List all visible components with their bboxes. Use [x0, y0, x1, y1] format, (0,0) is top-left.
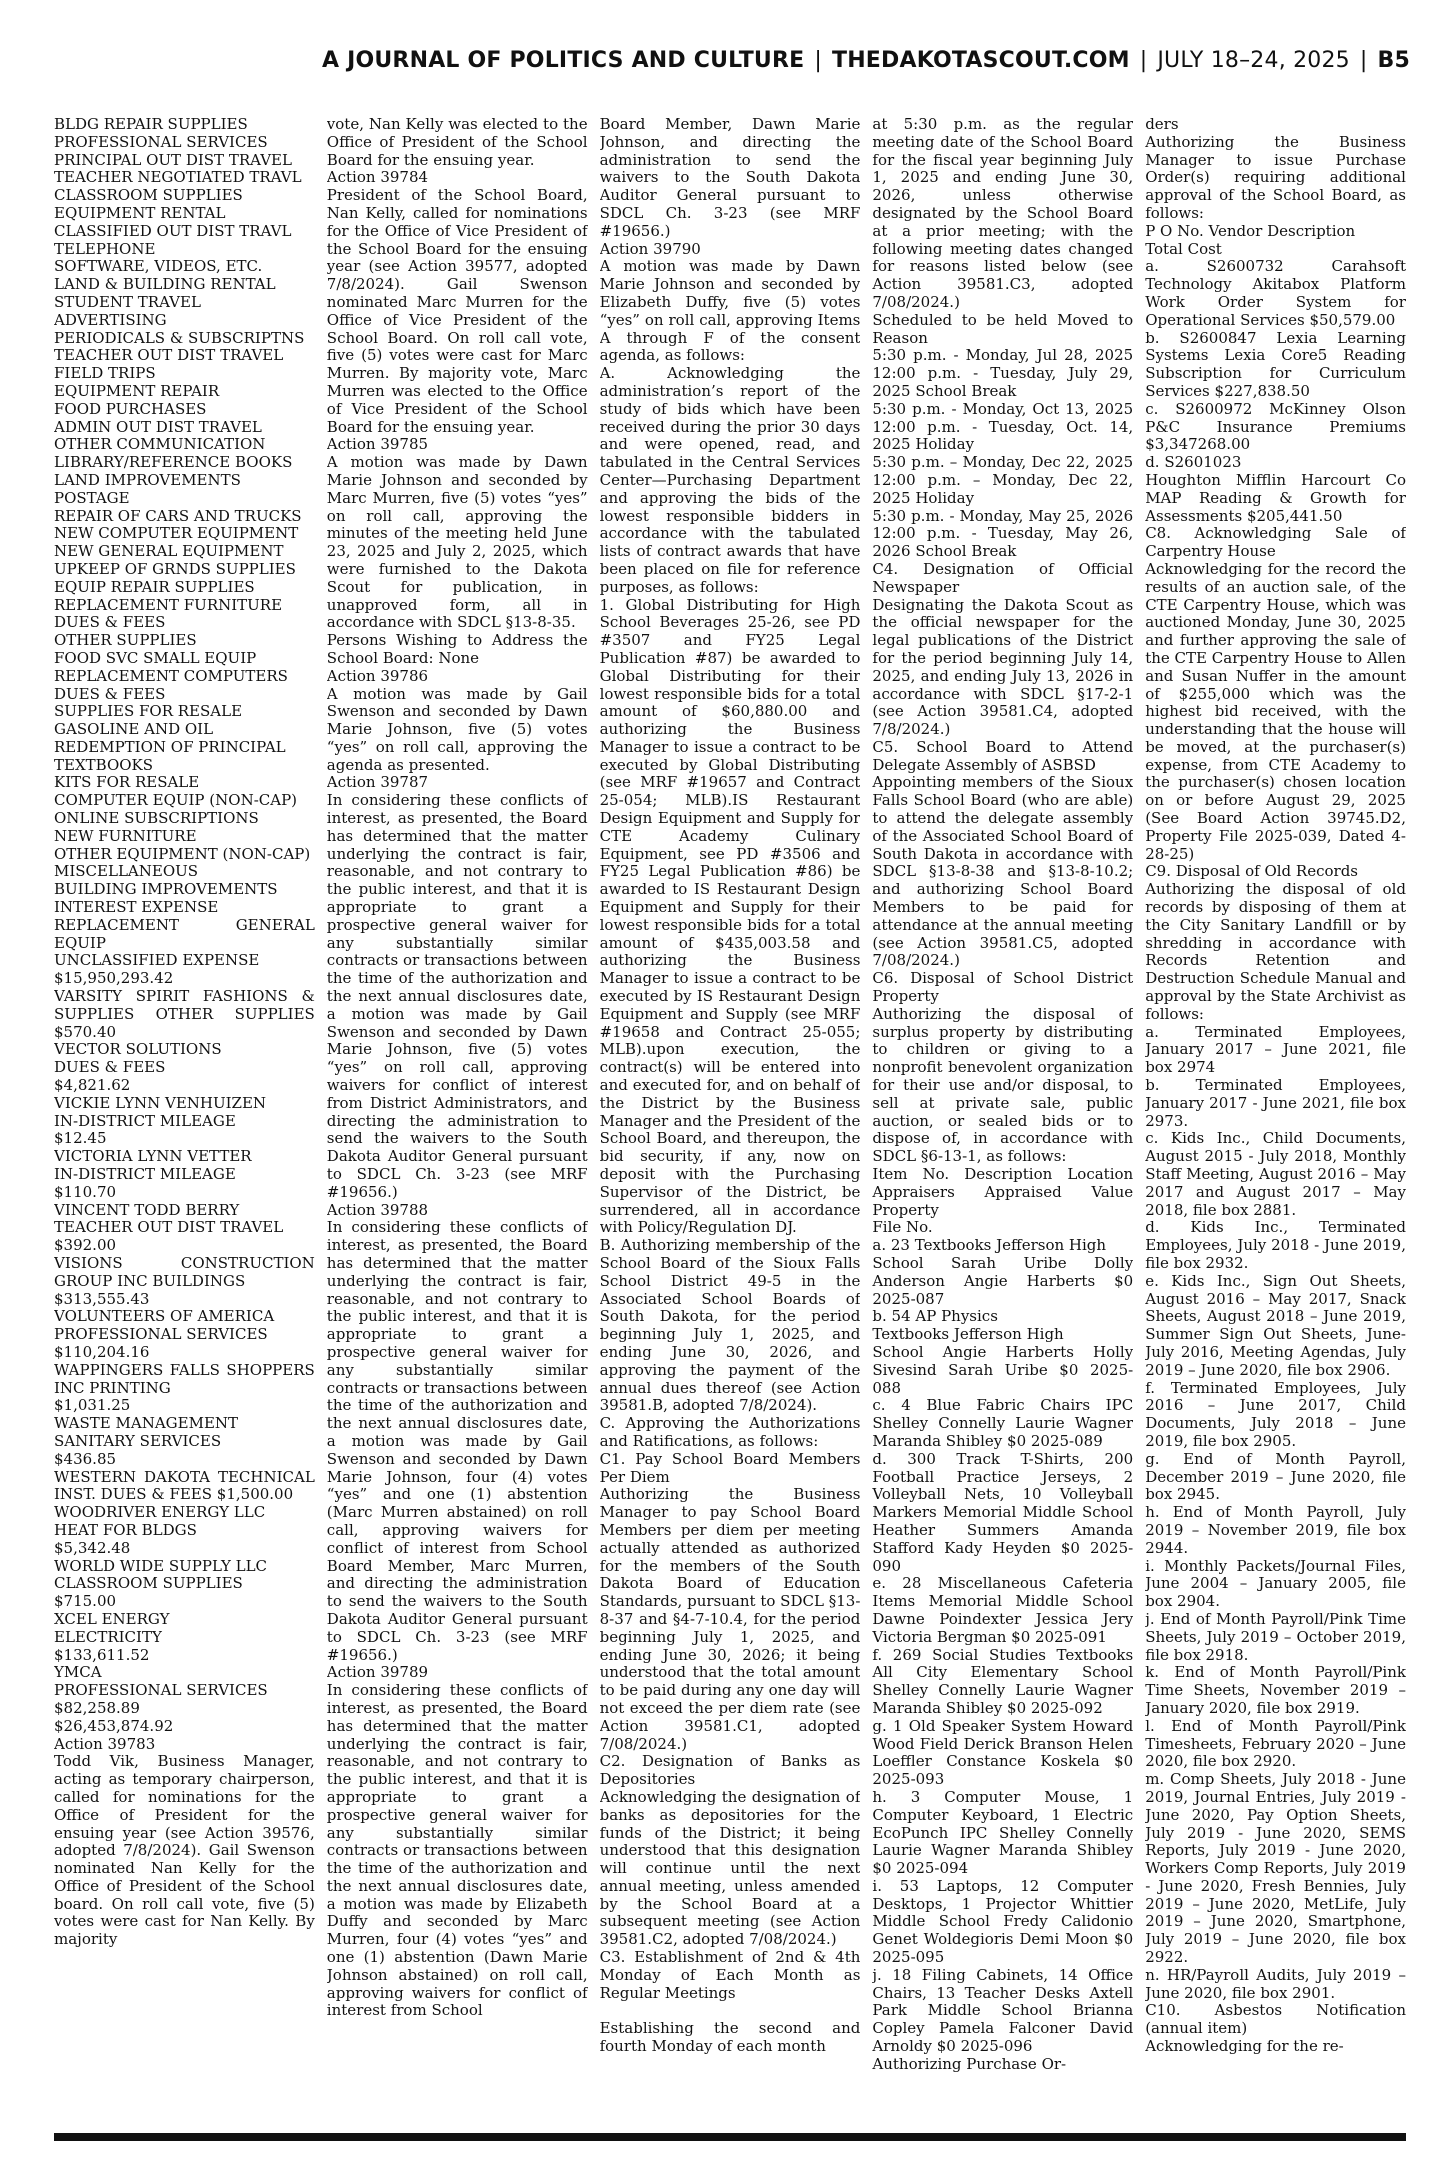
notice-paragraph: Board Member, Dawn Marie Johnson, and directing the administration to send the waivers to the South Dakota Auditor General pursuant to SDCL Ch. 3-23 (see MRF #19656.) [599, 116, 861, 240]
notice-paragraph: Acknowledging for the re- [1145, 2037, 1344, 2056]
notice-paragraph: GASOLINE AND OIL [54, 720, 214, 739]
notice-paragraph: a. Terminated Employees, January 2017 – June 2021, file box 2974 [1145, 1022, 1406, 1077]
notice-paragraph: $715.00 [54, 1592, 117, 1611]
notice-paragraph: YMCA [54, 1663, 102, 1682]
notice-paragraph: h. 3 Computer Mouse, 1 Computer Keyboard, 1 Electric EcoPunch IPC Shelley Connelly Laurie Wagner Maranda Shibley $0 2025-094 [872, 1787, 1134, 1878]
notice-paragraph: 1. Global Distributing for High School Beverages 25-26, see PD #3507 and FY25 Legal Publication #87) be awarded to Global Distributing for their lowest responsible bids for a total amount of $60,880.00 and authorizing the Business Manager to issue a contract to be executed by Global Distributing (see MRF #19657 and Contract 25-054; MLB).IS Restaurant Design Equipment and Supply for CTE Academy Culinary Equipment, see PD #3506 and FY25 Legal Publication #86) be awarded to IS Restaurant Design Equipment and Supply for their lowest responsible bids for a total amount of $435,003.58 and authorizing the Business Manager to issue a contract to be executed by IS Restaurant Design Equipment and Supply (see MRF #19658 and Contract 25-055; MLB).upon execution, the contract(s) will be entered into and executed for, and on behalf of the District by the Business Manager and the President of the School Board, and thereupon, the bid security, if any, now on deposit with the Purchasing Supervisor of the District, be surrendered, all in accordance with Policy/Regulation DJ. [599, 595, 861, 1237]
notice-paragraph: OTHER SUPPLIES [54, 631, 197, 650]
notice-paragraph: LIBRARY/REFERENCE BOOKS [54, 453, 293, 472]
notice-paragraph: f. Terminated Employees, July 2016 – June 2017, Child Documents, July 2018 – June 2019, file box 2905. [1145, 1378, 1406, 1450]
notice-paragraph: NEW FURNITURE [54, 826, 197, 845]
notice-paragraph: b. S2600847 Lexia Learning Systems Lexia Core5 Reading Subscription for Curriculum Services $227,838.50 [1145, 328, 1406, 400]
notice-paragraph: ELECTRICITY [54, 1627, 162, 1646]
notice-paragraph: c. 4 Blue Fabric Chairs IPC Shelley Connelly Laurie Wagner Maranda Shibley $0 2025-089 [872, 1396, 1134, 1450]
notice-paragraph: a. S2600732 Carahsoft Technology Akitabox Platform Work Order System for Operational Services $50,579.00 [1145, 257, 1406, 329]
notice-paragraph: WESTERN DAKOTA TECHNICAL INST. DUES & FEES $1,500.00 [54, 1467, 315, 1504]
notice-paragraph: A motion was made by Dawn Marie Johnson and seconded by Marc Murren, five (5) votes “yes” on roll call, approving the minutes of the meeting held June 23, 2025 and July 2, 2025, which were furnished to the Dakota Scout for publication, in unapproved form, all in accordance with SDCL §13-8-35. [326, 453, 588, 632]
notice-paragraph: VARSITY SPIRIT FASHIONS & SUPPLIES OTHER SUPPLIES $570.40 [54, 987, 315, 1041]
notice-paragraph: Authorizing the Business Manager to pay School Board Members per diem per meeting actually attended as authorized for the members of the South Dakota Board of Education Standards, pursuant to SDCL §13-8-37 and §4-7-10.4, for the period beginning July 1, 2025, and ending June 30, 2026; it being understood that the total amount to be paid during any one day will not exceed the per diem rate (see Action 39581.C1, adopted 7/08/2024.) [599, 1485, 861, 1753]
notice-paragraph: WOODRIVER ENERGY LLC [54, 1503, 266, 1522]
notice-paragraph: Establishing the second and fourth Monday of each month [599, 2019, 861, 2056]
notice-paragraph: HEAT FOR BLDGS [54, 1520, 197, 1539]
notice-paragraph: PERIODICALS & SUBSCRIPTNS [54, 328, 305, 347]
notice-paragraph: $15,950,293.42 [54, 969, 174, 988]
notice-paragraph: POSTAGE [54, 488, 130, 507]
notice-paragraph: STUDENT TRAVEL [54, 292, 201, 311]
notice-paragraph: BLDG REPAIR SUPPLIES [54, 116, 248, 133]
notice-paragraph: Scheduled to be held Moved to Reason [872, 310, 1134, 347]
notice-paragraph: REPAIR OF CARS AND TRUCKS [54, 506, 302, 525]
notice-paragraph: C5. School Board to Attend Delegate Assembly of ASBSD [872, 737, 1134, 774]
notice-paragraph: TELEPHONE [54, 239, 156, 258]
notice-paragraph: C10. Asbestos Notification (annual item) [1145, 2001, 1406, 2038]
notice-paragraph: FOOD PURCHASES [54, 399, 207, 418]
notice-paragraph: NEW GENERAL EQUIPMENT [54, 542, 284, 561]
notice-paragraph: h. End of Month Payroll, July 2019 – November 2019, file box 2944. [1145, 1503, 1406, 1557]
notice-paragraph: C8. Acknowledging Sale of Carpentry House [1145, 524, 1406, 561]
notice-paragraph: XCEL ENERGY [54, 1609, 170, 1628]
column-2 [327, 116, 588, 2126]
notice-paragraph: In considering these conflicts of interest, as presented, the Board has determined that the matter underlying the contract is fair, reasonable, and not contrary to the public interest, and that it is appropriate to grant a prospective general waiver for any substantially similar contracts or transactions between the time of the authorization and the next annual disclosures date, a motion was made by Elizabeth Duffy and seconded by Marc Murren, four (4) votes “yes” and one (1) abstention (Dawn Marie Johnson abstained) on roll call, approving waivers for conflict of interest from School [326, 1681, 588, 2020]
notice-paragraph: IN-DISTRICT MILEAGE [54, 1165, 236, 1184]
notice-paragraph: IN-DISTRICT MILEAGE [54, 1111, 236, 1130]
notice-paragraph: Acknowledging the designation of banks as depositories for the funds of the District; it being understood that this designation will continue until the next annual meeting, unless amended by the School Board at a subsequent meeting (see Action 39581.C2, adopted 7/08/2024.) [599, 1787, 861, 1949]
notice-paragraph: INTEREST EXPENSE [54, 898, 219, 917]
notice-paragraph: l. End of Month Payroll/Pink Timesheets, February 2020 – June 2020, file box 2920. [1145, 1716, 1406, 1771]
notice-paragraph: C3. Establishment of 2nd & 4th Monday of Each Month as Regular Meetings [599, 1948, 861, 2002]
notice-paragraph: d. S2601023 [1145, 453, 1242, 472]
notice-paragraph: P O No. Vendor Description [1145, 221, 1356, 240]
notice-paragraph: $4,821.62 [54, 1076, 131, 1095]
notice-paragraph: WORLD WIDE SUPPLY LLC [54, 1556, 268, 1575]
notice-paragraph: f. 269 Social Studies Textbooks All City Elementary School Shelley Connelly Laurie Wagner Maranda Shibley $0 2025-092 [872, 1645, 1134, 1717]
notice-paragraph: PRINCIPAL OUT DIST TRAVEL [54, 150, 292, 169]
notice-paragraph: DUES & FEES [54, 613, 166, 632]
notice-paragraph: C9. Disposal of Old Records [1145, 862, 1358, 881]
notice-paragraph: C2. Designation of Banks as Depositories [599, 1752, 861, 1789]
notice-paragraph: C6. Disposal of School District Property [872, 969, 1134, 1006]
notice-paragraph: $1,031.25 [54, 1396, 131, 1415]
notice-paragraph: $26,453,874.92 [54, 1716, 174, 1735]
notice-paragraph: d. Kids Inc., Terminated Employees, July 2018 - June 2019, file box 2932. [1145, 1218, 1406, 1272]
notice-paragraph: REPLACEMENT FURNITURE [54, 595, 283, 614]
notice-paragraph: 5:30 p.m. - Monday, Oct 13, 2025 12:00 p.m. - Tuesday, Oct. 14, 2025 Holiday [872, 399, 1134, 454]
notice-paragraph: 5:30 p.m. - Monday, Jul 28, 2025 12:00 p.m. - Tuesday, July 29, 2025 School Break [872, 346, 1134, 400]
notice-paragraph: $82,258.89 [54, 1698, 140, 1717]
notice-paragraph: VICTORIA LYNN VETTER [54, 1147, 252, 1166]
notice-paragraph: e. Kids Inc., Sign Out Sheets, August 2016 – May 2017, Snack Sheets, August 2018 – June 2019, Summer Sign Out Sheets, June-July 2016, Meeting Agendas, July 2019 – June 2020, file box 2906. [1145, 1271, 1406, 1379]
notice-paragraph: PROFESSIONAL SERVICES [54, 1681, 268, 1700]
notice-paragraph: CLASSIFIED OUT DIST TRAVL [54, 221, 292, 240]
notice-paragraph: VINCENT TODD BERRY [54, 1200, 240, 1219]
notice-paragraph: Action 39790 [599, 239, 701, 258]
site-url: THEDAKOTASCOUT.COM [831, 47, 1130, 73]
notice-paragraph: 5:30 p.m. - Monday, May 25, 2026 12:00 p.m. - Tuesday, May 26, 2026 School Break [872, 506, 1134, 561]
column-4 [872, 116, 1133, 2126]
notice-paragraph: LAND IMPROVEMENTS [54, 470, 241, 489]
notice-paragraph: EQUIPMENT REPAIR [54, 381, 220, 400]
page-number: B5 [1377, 47, 1410, 73]
notice-paragraph: REPLACEMENT COMPUTERS [54, 666, 288, 685]
notice-paragraph: KITS FOR RESALE [54, 773, 200, 792]
notice-paragraph: $5,342.48 [54, 1538, 131, 1557]
notice-paragraph: g. End of Month Payroll, December 2019 – June 2020, file box 2945. [1145, 1449, 1406, 1504]
notice-paragraph: OTHER COMMUNICATION [54, 435, 266, 454]
notice-paragraph: e. 28 Miscellaneous Cafeteria Items Memorial Middle School Dawne Poindexter Jessica Jery Victoria Bergman $0 2025-091 [872, 1574, 1134, 1646]
notice-paragraph: Total Cost [1145, 239, 1222, 258]
notice-paragraph: Action 39789 [326, 1663, 429, 1682]
notice-paragraph: C1. Pay School Board Members Per Diem [599, 1449, 861, 1486]
notice-paragraph: TEACHER NEGOTIATED TRAVL [54, 168, 302, 187]
notice-paragraph: A. Acknowledging the administration’s report of the study of bids which have been received during the prior 30 days and were opened, read, and tabulated in the Central Services Center—Purchasing Department and approving the bids of the lowest responsible bidders in accordance with the tabulated lists of contract awards that have been placed on file for reference purposes, as follows: [599, 364, 861, 596]
column-1 [54, 116, 315, 2126]
notice-paragraph: $436.85 [54, 1449, 117, 1468]
notice-paragraph: Todd Vik, Business Manager, acting as temporary chairperson, called for nominations for the Office of President for the ensuing year (see Action 39576, adopted 7/8/2024). Gail Swenson nominated Nan Kelly for the Office of President of the School board. On roll call vote, five (5) votes were cast for Nan Kelly. By majority [54, 1752, 315, 1949]
notice-paragraph: WAPPINGERS FALLS SHOPPERS INC PRINTING [54, 1360, 315, 1397]
journal-tagline: A JOURNAL OF POLITICS AND CULTURE [322, 47, 805, 73]
notice-paragraph: Action 39783 [54, 1734, 156, 1753]
legal-notice-columns [54, 116, 1406, 2126]
column-5 [1145, 116, 1406, 2126]
notice-paragraph: k. End of Month Payroll/Pink Time Sheets, November 2019 – January 2020, file box 2919. [1145, 1663, 1406, 1717]
notice-paragraph: SOFTWARE, VIDEOS, ETC. [54, 257, 263, 276]
notice-paragraph: EQUIP REPAIR SUPPLIES [54, 577, 255, 596]
notice-paragraph: C4. Designation of Official Newspaper [872, 559, 1134, 596]
notice-paragraph: vote, Nan Kelly was elected to the Office of President of the School Board for the ensuing year. [326, 116, 588, 169]
notice-paragraph: TEXTBOOKS [54, 755, 154, 774]
notice-paragraph: Action 39784 [326, 168, 429, 187]
notice-paragraph: a. 23 Textbooks Jefferson High [872, 1236, 1107, 1255]
notice-paragraph: Authorizing Purchase Or- [872, 2054, 1067, 2073]
notice-paragraph: MISCELLANEOUS [54, 862, 199, 881]
notice-paragraph [600, 2002, 861, 2020]
notice-paragraph: i. Monthly Packets/Journal Files, June 2004 – January 2005, file box 2904. [1145, 1556, 1406, 1611]
notice-paragraph: d. 300 Track T-Shirts, 200 Football Practice Jerseys, 2 Volleyball Nets, 10 Volleyball Markers Memorial Middle School Heather Summers Amanda Stafford Kady Heyden $0 2025-090 [872, 1449, 1134, 1575]
notice-paragraph: REPLACEMENT GENERAL EQUIP [54, 915, 315, 952]
page-header [0, 40, 1456, 80]
notice-paragraph: $313,555.43 [54, 1289, 150, 1308]
notice-paragraph: m. Comp Sheets, July 2018 - June 2019, Journal Entries, July 2019 - June 2020, Pay Option Sheets, July 2019 - June 2020, SEMS Reports, July 2019 - June 2020, Workers Comp Reports, July 2019 - June 2020, Fresh Bennies, July 2019 – June 2020, MetLife, July 2019 – June 2020, Smartphone, July 2019 – June 2020, file box 2922. [1145, 1770, 1406, 1967]
notice-paragraph: SANITARY SERVICES [54, 1431, 222, 1450]
notice-paragraph: UNCLASSIFIED EXPENSE [54, 951, 260, 970]
notice-paragraph: In considering these conflicts of interest, as presented, the Board has determined that the matter underlying the contract is fair, reasonable, and not contrary to the public interest, and that it is appropriate to grant a prospective general waiver for any substantially similar contracts or transactions between the time of the authorization and the next annual disclosures date, a motion was made by Gail Swenson and seconded by Dawn Marie Johnson, four (4) votes “yes” and one (1) abstention (Marc Murren abstained) on roll call, approving waivers for conflict of interest from School Board Member, Marc Murren, and directing the administration to send the waivers to the South Dakota Auditor General pursuant to SDCL Ch. 3-23 (see MRF #19656.) [326, 1218, 588, 1664]
notice-paragraph: $110.70 [54, 1182, 117, 1201]
notice-paragraph: OTHER EQUIPMENT (NON-CAP) [54, 844, 311, 863]
notice-paragraph: PROFESSIONAL SERVICES [54, 1325, 268, 1344]
notice-paragraph: VOLUNTEERS OF AMERICA [54, 1307, 275, 1326]
notice-paragraph: DUES & FEES [54, 684, 166, 703]
notice-paragraph: REDEMPTION OF PRINCIPAL [54, 737, 286, 756]
notice-paragraph: Textbooks Jefferson High [872, 1325, 1064, 1344]
notice-paragraph: EQUIPMENT RENTAL [54, 203, 226, 222]
notice-paragraph: School Angie Harberts Holly Sivesind Sarah Uribe $0 2025-088 [872, 1342, 1134, 1397]
notice-paragraph: Appointing members of the Sioux Falls School Board (who are able) to attend the delegate assembly of the Associated School Board of South Dakota in accordance with SDCL §13-8-38 and §13-8-10.2; and authorizing School Board Members to be paid for attendance at the annual meeting (see Action 39581.C5, adopted 7/08/2024.) [872, 773, 1134, 970]
notice-paragraph: Persons Wishing to Address the School Board: None [326, 631, 588, 667]
notice-paragraph: i. 53 Laptops, 12 Computer Desktops, 1 Projector Whittier Middle School Fredy Calidonio Genet Woldegioris Demi Moon $0 2025-095 [872, 1876, 1134, 1967]
notice-paragraph: In considering these conflicts of interest, as presented, the Board has determined that the matter underlying the contract is fair, reasonable, and not contrary to the public interest, and that it is appropriate to grant a prospective general waiver for any substantially similar contracts or transactions between the time of the authorization and the next annual disclosures date, a motion was made by Gail Swenson and seconded by Dawn Marie Johnson, five (5) votes “yes” on roll call, approving waivers for conflict of interest from District Administrators, and directing the administration to send the waivers to the South Dakota Auditor General pursuant to SDCL Ch. 3-23 (see MRF #19656.) [326, 791, 588, 1201]
notice-paragraph: ADVERTISING [54, 310, 167, 329]
notice-paragraph: Action 39785 [326, 435, 429, 454]
notice-paragraph: B. Authorizing membership of the School Board of the Sioux Falls School District 49-5 in the Associated School Boards of South Dakota, for the period beginning July 1, 2025, and ending June 30, 2026, and approving the payment of the annual dues thereof (see Action 39581.B, adopted 7/8/2024). [599, 1236, 861, 1415]
notice-paragraph: b. Terminated Employees, January 2017 - June 2021, file box 2973. [1145, 1076, 1406, 1130]
notice-paragraph: Houghton Mifflin Harcourt Co MAP Reading & Growth for Assessments $205,441.50 [1145, 470, 1406, 525]
notice-paragraph: Acknowledging for the record the results of an auction sale, of the CTE Carpentry House, which was auctioned Monday, June 30, 2025 and further approving the sale of the CTE Carpentry House to Allen and Susan Nuffer in the amount of $255,000 which was the highest bid received, with the understanding that the house will be moved, at the purchaser(s) expense, from CTE Academy to the purchaser(s) chosen location on or before August 29, 2025 (See Board Action 39745.D2, Property File 2025-039, Dated 4-28-25) [1145, 559, 1406, 863]
notice-paragraph: 5:30 p.m. – Monday, Dec 22, 2025 12:00 p.m. – Monday, Dec 22, 2025 Holiday [872, 453, 1134, 507]
notice-paragraph: TEACHER OUT DIST TRAVEL [54, 1218, 284, 1237]
notice-paragraph: PROFESSIONAL SERVICES [54, 132, 268, 151]
notice-paragraph: A motion was made by Gail Swenson and seconded by Dawn Marie Johnson, five (5) votes “yes” on roll call, approving the agenda as presented. [326, 684, 588, 774]
notice-paragraph: VECTOR SOLUTIONS [54, 1040, 222, 1059]
notice-paragraph: LAND & BUILDING RENTAL [54, 275, 276, 294]
notice-paragraph: SUPPLIES FOR RESALE [54, 702, 243, 721]
notice-paragraph: A motion was made by Dawn Marie Johnson and seconded by Elizabeth Duffy, five (5) votes “yes” on roll call, approving Items A through F of the consent agenda, as follows: [599, 257, 861, 365]
column-3 [600, 116, 861, 2126]
notice-paragraph: Designating the Dakota Scout as the official newspaper for the legal publications of the District for the period beginning July 14, 2025, and ending July 13, 2026 in accordance with SDCL §17-2-1 (see Action 39581.C4, adopted 7/8/2024.) [872, 595, 1134, 739]
notice-paragraph: CLASSROOM SUPPLIES [54, 186, 243, 205]
notice-paragraph: File No. [872, 1218, 933, 1237]
notice-paragraph: FIELD TRIPS [54, 364, 156, 383]
issue-dates: JULY 18–24, 2025 [1157, 47, 1350, 73]
notice-paragraph: $133,611.52 [54, 1645, 150, 1664]
notice-paragraph: ONLINE SUBSCRIPTIONS [54, 809, 259, 828]
notice-paragraph: VICKIE LYNN VENHUIZEN [54, 1093, 267, 1112]
notice-paragraph: b. 54 AP Physics [872, 1307, 998, 1326]
notice-paragraph: g. 1 Old Speaker System Howard Wood Field Derick Branson Helen Loeffler Constance Koskela $0 2025-093 [872, 1716, 1134, 1789]
notice-paragraph: j. 18 Filing Cabinets, 14 Office Chairs, 13 Teacher Desks Axtell Park Middle School Brianna Copley Pamela Falconer David Arnoldy $0 2025-096 [872, 1965, 1134, 2056]
notice-paragraph: Item No. Description Location Appraisers Appraised Value Property [872, 1165, 1134, 1219]
notice-paragraph: c. S2600972 McKinney Olson P&C Insurance Premiums $3,347268.00 [1145, 399, 1406, 454]
notice-paragraph: School Sarah Uribe Dolly Anderson Angie Harberts $0 2025-087 [872, 1254, 1134, 1308]
notice-paragraph: UPKEEP OF GRNDS SUPPLIES [54, 559, 296, 578]
notice-paragraph: WASTE MANAGEMENT [54, 1414, 239, 1433]
notice-paragraph: President of the School Board, Nan Kelly, called for nominations for the Office of Vice President of the School Board for the ensuing year (see Action 39577, adopted 7/8/2024). Gail Swenson nominated Marc Murren for the Office of Vice President of the School Board. On roll call vote, five (5) votes were cast for Marc Murren. By majority vote, Marc Murren was elected to the Office of Vice President of the School Board for the ensuing year. [326, 186, 588, 436]
notice-paragraph: Action 39788 [326, 1200, 429, 1219]
header-separator: | [814, 47, 822, 73]
notice-paragraph: BUILDING IMPROVEMENTS [54, 880, 278, 899]
notice-paragraph: $110,204.16 [54, 1342, 150, 1361]
bottom-rule [54, 2133, 1406, 2141]
notice-paragraph: FOOD SVC SMALL EQUIP [54, 648, 257, 667]
header-separator: | [1139, 47, 1148, 73]
notice-paragraph: TEACHER OUT DIST TRAVEL [54, 346, 284, 365]
notice-paragraph: Authorizing the Business Manager to issue Purchase Order(s) requiring additional approval of the School Board, as follows: [1145, 132, 1406, 222]
notice-paragraph: Authorizing the disposal of surplus property by distributing to children or giving to a nonprofit benevolent organization for their use and/or disposal, to sell at private sale, public auction, or sealed bids or to dispose of, in accordance with SDCL §6-13-1, as follows: [872, 1004, 1134, 1166]
notice-paragraph: Action 39786 [326, 666, 429, 685]
notice-paragraph: DUES & FEES [54, 1058, 166, 1077]
notice-paragraph: $12.45 [54, 1129, 107, 1148]
notice-paragraph: Action 39787 [326, 773, 429, 792]
header-separator: | [1359, 47, 1368, 73]
notice-paragraph: ADMIN OUT DIST TRAVEL [54, 417, 262, 436]
notice-paragraph: at 5:30 p.m. as the regular meeting date of the School Board for the fiscal year beginning July 1, 2025 and ending June 30, 2026, unless otherwise designated by the School Board at a prior meeting; with the following meeting dates changed for reasons listed below (see Action 39581.C3, adopted 7/08/2024.) [872, 116, 1134, 311]
notice-paragraph: Authorizing the disposal of old records by disposing of them at the City Sanitary Landfill or by shredding in accordance with Records Retention and Destruction Schedule Manual and approval by the State Archivist as follows: [1145, 880, 1406, 1023]
notice-paragraph: n. HR/Payroll Audits, July 2019 – June 2020, file box 2901. [1145, 1965, 1406, 2002]
notice-paragraph: c. Kids Inc., Child Documents, August 2015 - July 2018, Monthly Staff Meeting, August 2016 – May 2017 and August 2017 – May 2018, file box 2881. [1145, 1129, 1406, 1219]
notice-paragraph: CLASSROOM SUPPLIES [54, 1574, 243, 1593]
notice-paragraph: VISIONS CONSTRUCTION GROUP INC BUILDINGS [54, 1254, 315, 1290]
notice-paragraph: $392.00 [54, 1236, 117, 1255]
notice-paragraph: j. End of Month Payroll/Pink Time Sheets, July 2019 – October 2019, file box 2918. [1145, 1609, 1406, 1664]
notice-paragraph: NEW COMPUTER EQUIPMENT [54, 524, 299, 543]
notice-paragraph: C. Approving the Authorizations and Ratifications, as follows: [599, 1414, 861, 1450]
notice-paragraph: ders [1145, 116, 1179, 133]
notice-paragraph: COMPUTER EQUIP (NON-CAP) [54, 791, 298, 810]
